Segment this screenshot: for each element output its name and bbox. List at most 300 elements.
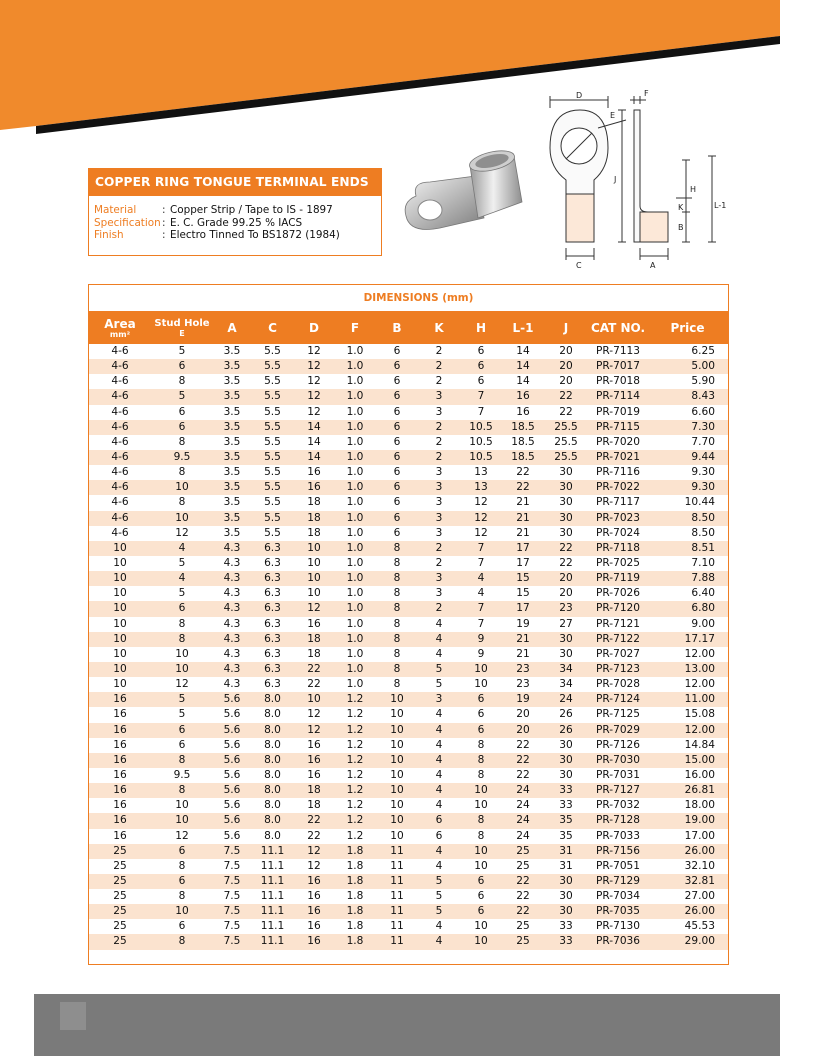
- table-cell: 8.0: [264, 693, 281, 706]
- table-cell: 18: [307, 647, 321, 660]
- table-cell: 10: [113, 602, 127, 615]
- table-row: [89, 344, 728, 359]
- table-cell: PR-7118: [595, 541, 641, 554]
- table-cell: 10: [390, 814, 404, 827]
- table-cell: 10: [474, 859, 488, 872]
- table-cell: 4: [435, 617, 443, 630]
- table-cell: 3: [435, 693, 443, 706]
- table-cell: 6: [477, 693, 485, 706]
- table-row: [89, 389, 728, 404]
- table-cell: 3.5: [223, 345, 241, 357]
- table-cell: 1.0: [346, 526, 364, 539]
- table-cell: 1.8: [346, 874, 364, 887]
- table-cell: 22: [516, 466, 530, 479]
- table-cell: 4-6: [111, 511, 129, 524]
- table-cell: 21: [516, 496, 530, 509]
- table-cell: 10: [390, 784, 404, 797]
- table-cell: PR-7029: [595, 723, 641, 736]
- table-cell: 1.8: [346, 859, 364, 872]
- table-cell: 11: [390, 859, 404, 872]
- table-row: [89, 617, 728, 632]
- table-cell: 3: [435, 466, 443, 479]
- table-cell: 6: [178, 920, 186, 933]
- table-cell: 4-6: [111, 466, 129, 479]
- table-cell: 4.3: [223, 572, 241, 585]
- table-cell: 3: [435, 572, 443, 585]
- table-cell: 6: [393, 345, 401, 357]
- table-row: [89, 435, 728, 450]
- table-cell: 30: [559, 890, 573, 903]
- table-cell: 7.5: [223, 905, 241, 918]
- column-header: [418, 312, 460, 344]
- table-cell: 10: [390, 708, 404, 721]
- table-cell: 1.2: [346, 768, 364, 781]
- table-cell: 1.2: [346, 723, 364, 736]
- table-cell: 30: [559, 647, 573, 660]
- table-cell: 8: [393, 587, 401, 600]
- footer-band: [0, 994, 816, 1056]
- table-cell: 4-6: [111, 420, 129, 433]
- table-cell: 10: [113, 632, 127, 645]
- table-cell: 34: [559, 678, 573, 691]
- table-cell: 12: [307, 390, 321, 403]
- table-cell: 7.5: [223, 874, 241, 887]
- table-cell: 9.44: [691, 450, 715, 463]
- table-cell: 8: [477, 829, 485, 842]
- table-cell: 8.0: [264, 768, 281, 781]
- table-cell: 10: [390, 799, 404, 812]
- table-cell: 1.0: [346, 678, 364, 691]
- table-cell: 9.30: [691, 466, 715, 479]
- table-cell: 1.8: [346, 935, 364, 948]
- table-cell: 11.1: [260, 935, 285, 948]
- table-cell: 8: [178, 753, 186, 766]
- table-cell: 8.0: [264, 753, 281, 766]
- table-cell: 4.3: [223, 556, 241, 569]
- table-cell: 10: [113, 587, 127, 600]
- table-cell: 6: [178, 602, 186, 615]
- table-cell: 19: [516, 693, 530, 706]
- table-cell: 1.8: [346, 844, 364, 857]
- table-cell: 31: [559, 859, 573, 872]
- table-cell: PR-7156: [595, 844, 641, 857]
- table-cell: 1.2: [346, 708, 364, 721]
- table-cell: PR-7027: [595, 647, 641, 660]
- table-cell: 1.8: [346, 920, 364, 933]
- table-cell: PR-7030: [595, 753, 641, 766]
- table-cell: 16: [113, 814, 127, 827]
- table-cell: 6.3: [264, 647, 281, 660]
- table-cell: 16: [113, 753, 127, 766]
- table-cell: 8: [393, 541, 401, 554]
- table-cell: 12: [307, 844, 321, 857]
- table-cell: 25: [113, 844, 127, 857]
- table-cell: 18: [307, 784, 321, 797]
- table-cell: 29.00: [684, 935, 715, 948]
- table-cell: 3: [435, 526, 443, 539]
- table-cell: PR-7025: [595, 556, 641, 569]
- table-cell: 5: [178, 708, 186, 721]
- table-cell: 1.0: [346, 496, 364, 509]
- table-cell: PR-7127: [595, 784, 641, 797]
- table-cell: 6.40: [691, 587, 715, 600]
- table-cell: PR-7128: [595, 814, 641, 827]
- table-cell: 11: [390, 935, 404, 948]
- table-cell: 2: [435, 450, 443, 463]
- table-cell: 8.50: [691, 526, 715, 539]
- table-row: [89, 889, 728, 904]
- table-cell: 10: [307, 556, 321, 569]
- table-cell: 18: [307, 496, 321, 509]
- table-cell: 32.81: [684, 874, 715, 887]
- table-cell: 1.2: [346, 814, 364, 827]
- table-cell: 6: [477, 890, 485, 903]
- column-header-sub: E: [179, 329, 185, 338]
- table-cell: 30: [559, 738, 573, 751]
- table-cell: 3: [435, 390, 443, 403]
- table-cell: 6.80: [691, 602, 715, 615]
- table-cell: 10: [390, 738, 404, 751]
- table-cell: 7.70: [691, 435, 715, 448]
- table-cell: PR-7123: [595, 662, 641, 675]
- table-cell: 4-6: [111, 526, 129, 539]
- table-row: [89, 904, 728, 919]
- table-cell: 35: [559, 829, 573, 842]
- table-cell: 4-6: [111, 481, 129, 494]
- table-cell: 17: [516, 602, 530, 615]
- table-cell: 20: [559, 360, 573, 373]
- table-cell: 8: [178, 375, 186, 388]
- table-cell: 12.00: [684, 678, 715, 691]
- table-cell: PR-7026: [595, 587, 641, 600]
- diagram-label-e: E: [610, 111, 616, 120]
- table-cell: 1.0: [346, 632, 364, 645]
- table-cell: 4-6: [111, 375, 129, 388]
- table-cell: 5.5: [264, 526, 281, 539]
- table-row: [89, 934, 728, 949]
- table-cell: 2: [435, 541, 443, 554]
- table-cell: 5.5: [264, 435, 281, 448]
- table-cell: 11.1: [260, 874, 285, 887]
- table-cell: 5.6: [223, 708, 241, 721]
- table-cell: 25: [113, 859, 127, 872]
- table-cell: 9: [477, 647, 485, 660]
- table-header-row: [89, 312, 728, 344]
- table-cell: 5.6: [223, 723, 241, 736]
- table-cell: PR-7121: [595, 617, 641, 630]
- table-cell: 5.00: [691, 360, 715, 373]
- table-cell: 11.1: [260, 905, 285, 918]
- table-cell: 4: [178, 541, 186, 554]
- table-cell: 4: [477, 572, 485, 585]
- table-cell: 25: [113, 905, 127, 918]
- footer-logo-mark: [60, 1002, 86, 1030]
- table-cell: 10: [175, 662, 189, 675]
- table-cell: 2: [435, 435, 443, 448]
- table-cell: 24: [516, 784, 530, 797]
- table-cell: 8: [178, 935, 186, 948]
- spec-value: Copper Strip / Tape to IS - 1897: [170, 204, 333, 216]
- table-cell: PR-7117: [595, 496, 641, 509]
- column-header-label: D: [309, 321, 319, 335]
- table-cell: PR-7122: [595, 632, 641, 645]
- table-cell: 5.6: [223, 768, 241, 781]
- table-cell: 18.5: [511, 435, 535, 448]
- table-title: DIMENSIONS (mm): [89, 285, 728, 312]
- table-cell: 10.5: [469, 420, 493, 433]
- table-cell: 27: [559, 617, 573, 630]
- table-cell: 18: [307, 799, 321, 812]
- table-cell: 22: [516, 738, 530, 751]
- table-cell: 12: [307, 345, 321, 357]
- table-cell: 45.53: [684, 920, 715, 933]
- table-cell: 15: [516, 587, 530, 600]
- table-cell: 4-6: [111, 435, 129, 448]
- table-cell: 30: [559, 632, 573, 645]
- table-cell: 18: [307, 632, 321, 645]
- table-cell: 6: [477, 874, 485, 887]
- table-cell: 3.5: [223, 405, 241, 418]
- table-cell: 7: [477, 617, 485, 630]
- spec-label: Specification: [94, 216, 161, 229]
- table-cell: 33: [559, 935, 573, 948]
- table-cell: 18.5: [511, 450, 535, 463]
- table-cell: 25: [113, 874, 127, 887]
- table-cell: 1.0: [346, 587, 364, 600]
- table-cell: 6: [178, 360, 186, 373]
- table-cell: 23: [559, 602, 573, 615]
- column-header: [544, 312, 588, 344]
- table-cell: 17.00: [684, 829, 715, 842]
- table-cell: 8: [393, 632, 401, 645]
- spec-colon: :: [162, 204, 166, 216]
- table-cell: 24: [559, 693, 573, 706]
- table-cell: 15.08: [684, 708, 715, 721]
- table-cell: 10: [113, 617, 127, 630]
- table-cell: 5.5: [264, 390, 281, 403]
- table-cell: 11: [390, 920, 404, 933]
- table-row: [89, 541, 728, 556]
- table-cell: 4.3: [223, 632, 241, 645]
- table-cell: 3: [435, 511, 443, 524]
- column-header-label: F: [350, 321, 360, 335]
- table-cell: 26.00: [684, 905, 715, 918]
- table-cell: PR-7017: [595, 360, 641, 373]
- table-cell: 11.00: [684, 693, 715, 706]
- table-cell: 8: [178, 890, 186, 903]
- column-header: [334, 312, 376, 344]
- table-cell: 1.0: [346, 466, 364, 479]
- table-row: [89, 798, 728, 813]
- table-cell: 4: [435, 632, 443, 645]
- table-cell: 11.1: [260, 890, 285, 903]
- table-cell: 7.5: [223, 890, 241, 903]
- table-cell: 6: [393, 375, 401, 388]
- table-cell: 24: [516, 814, 530, 827]
- table-cell: 20: [559, 587, 573, 600]
- table-cell: 8.0: [264, 708, 281, 721]
- table-cell: PR-7018: [595, 375, 641, 388]
- table-body: [89, 344, 728, 950]
- table-cell: 5.6: [223, 784, 241, 797]
- table-cell: 8: [178, 496, 186, 509]
- table-cell: 1.0: [346, 556, 364, 569]
- diagram-label-c: C: [576, 261, 582, 270]
- table-cell: 12: [307, 405, 321, 418]
- table-cell: 8: [393, 602, 401, 615]
- column-header-label: K: [434, 321, 444, 335]
- table-cell: 12: [175, 526, 189, 539]
- table-cell: PR-7032: [595, 799, 641, 812]
- table-cell: 30: [559, 511, 573, 524]
- table-cell: 34: [559, 662, 573, 675]
- table-cell: 6.25: [691, 345, 715, 357]
- table-cell: 19: [516, 617, 530, 630]
- table-cell: 8: [178, 859, 186, 872]
- table-cell: PR-7023: [595, 511, 641, 524]
- table-cell: 4.3: [223, 602, 241, 615]
- table-cell: 30: [559, 526, 573, 539]
- table-cell: 9: [477, 632, 485, 645]
- spec-row-finish: [94, 229, 381, 242]
- table-cell: 3: [435, 496, 443, 509]
- table-cell: 12: [474, 526, 488, 539]
- table-cell: 12: [175, 829, 189, 842]
- table-cell: 1.0: [346, 511, 364, 524]
- table-cell: 14: [516, 375, 530, 388]
- table-cell: 24: [516, 799, 530, 812]
- table-cell: 6: [393, 405, 401, 418]
- table-cell: 8: [393, 647, 401, 660]
- table-cell: 3.5: [223, 420, 241, 433]
- table-cell: 12: [307, 375, 321, 388]
- diagram-label-h: H: [690, 185, 697, 194]
- table-cell: 12: [474, 496, 488, 509]
- table-cell: 10.44: [684, 496, 715, 509]
- table-cell: 6.3: [264, 617, 281, 630]
- diagram-label-a: A: [650, 261, 656, 270]
- table-row: [89, 571, 728, 586]
- table-cell: 16: [113, 693, 127, 706]
- table-cell: 12: [474, 511, 488, 524]
- table-cell: 20: [559, 572, 573, 585]
- table-cell: 20: [516, 708, 530, 721]
- table-cell: 10: [474, 920, 488, 933]
- table-cell: 5.6: [223, 829, 241, 842]
- table-cell: 16: [307, 920, 321, 933]
- table-cell: 10: [474, 844, 488, 857]
- table-cell: 4-6: [111, 405, 129, 418]
- table-cell: 8.0: [264, 829, 281, 842]
- table-cell: 22: [559, 405, 573, 418]
- table-cell: 11.1: [260, 859, 285, 872]
- table-cell: 11.1: [260, 844, 285, 857]
- table-cell: 6: [435, 814, 443, 827]
- table-cell: 6.3: [264, 572, 281, 585]
- spec-colon: :: [162, 216, 166, 229]
- table-cell: 22: [516, 753, 530, 766]
- table-cell: PR-7019: [595, 405, 641, 418]
- table-cell: 8: [393, 572, 401, 585]
- table-cell: 22: [516, 768, 530, 781]
- table-cell: 6.3: [264, 587, 281, 600]
- table-cell: PR-7113: [595, 345, 641, 357]
- table-cell: 10: [390, 723, 404, 736]
- table-cell: 6.3: [264, 662, 281, 675]
- column-header: [151, 312, 213, 344]
- column-header-label: H: [475, 321, 487, 335]
- table-cell: 6: [393, 481, 401, 494]
- column-header: [89, 312, 151, 344]
- table-cell: 23: [516, 678, 530, 691]
- table-cell: 31: [559, 844, 573, 857]
- table-cell: 30: [559, 496, 573, 509]
- table-cell: 7: [477, 405, 485, 418]
- table-cell: 10: [307, 541, 321, 554]
- diagram-label-d: D: [576, 91, 583, 100]
- table-cell: 25.5: [554, 420, 578, 433]
- table-cell: PR-7120: [595, 602, 641, 615]
- table-cell: 5.5: [264, 375, 281, 388]
- table-row: [89, 526, 728, 541]
- table-cell: 5.5: [264, 450, 281, 463]
- table-cell: 4: [477, 587, 485, 600]
- table-cell: 4.3: [223, 662, 241, 675]
- table-row: [89, 601, 728, 616]
- table-cell: 4: [435, 738, 443, 751]
- table-cell: 6.3: [264, 678, 281, 691]
- table-cell: 2: [435, 345, 443, 357]
- table-cell: 3.5: [223, 526, 241, 539]
- table-cell: 22: [307, 662, 321, 675]
- table-cell: 6: [393, 360, 401, 373]
- table-cell: 4: [435, 784, 443, 797]
- spec-row-specification: [94, 217, 381, 230]
- table-cell: 8: [178, 617, 186, 630]
- table-cell: 3.5: [223, 390, 241, 403]
- table-cell: PR-7051: [595, 859, 641, 872]
- table-cell: 6: [393, 450, 401, 463]
- table-cell: 4.3: [223, 587, 241, 600]
- table-cell: 1.8: [346, 905, 364, 918]
- table-cell: 12: [307, 602, 321, 615]
- column-header-label: Stud Hole: [154, 318, 210, 329]
- table-cell: 15.00: [684, 753, 715, 766]
- table-cell: 16: [307, 617, 321, 630]
- table-cell: 10: [474, 678, 488, 691]
- table-cell: 1.0: [346, 450, 364, 463]
- column-header: [648, 312, 727, 344]
- table-cell: 6: [477, 905, 485, 918]
- table-cell: 10: [474, 662, 488, 675]
- table-row: [89, 753, 728, 768]
- table-cell: 6: [393, 435, 401, 448]
- table-cell: 22: [516, 905, 530, 918]
- table-cell: 8.0: [264, 723, 281, 736]
- dimension-diagram: [536, 88, 732, 272]
- table-cell: 30: [559, 874, 573, 887]
- table-cell: 16: [307, 768, 321, 781]
- table-cell: 8.43: [691, 390, 715, 403]
- table-cell: 10: [175, 905, 189, 918]
- table-cell: 16: [307, 738, 321, 751]
- table-cell: 16: [307, 466, 321, 479]
- table-row: [89, 465, 728, 480]
- table-cell: 15: [516, 572, 530, 585]
- table-cell: 1.0: [346, 405, 364, 418]
- table-cell: 8: [477, 753, 485, 766]
- table-cell: 6: [393, 466, 401, 479]
